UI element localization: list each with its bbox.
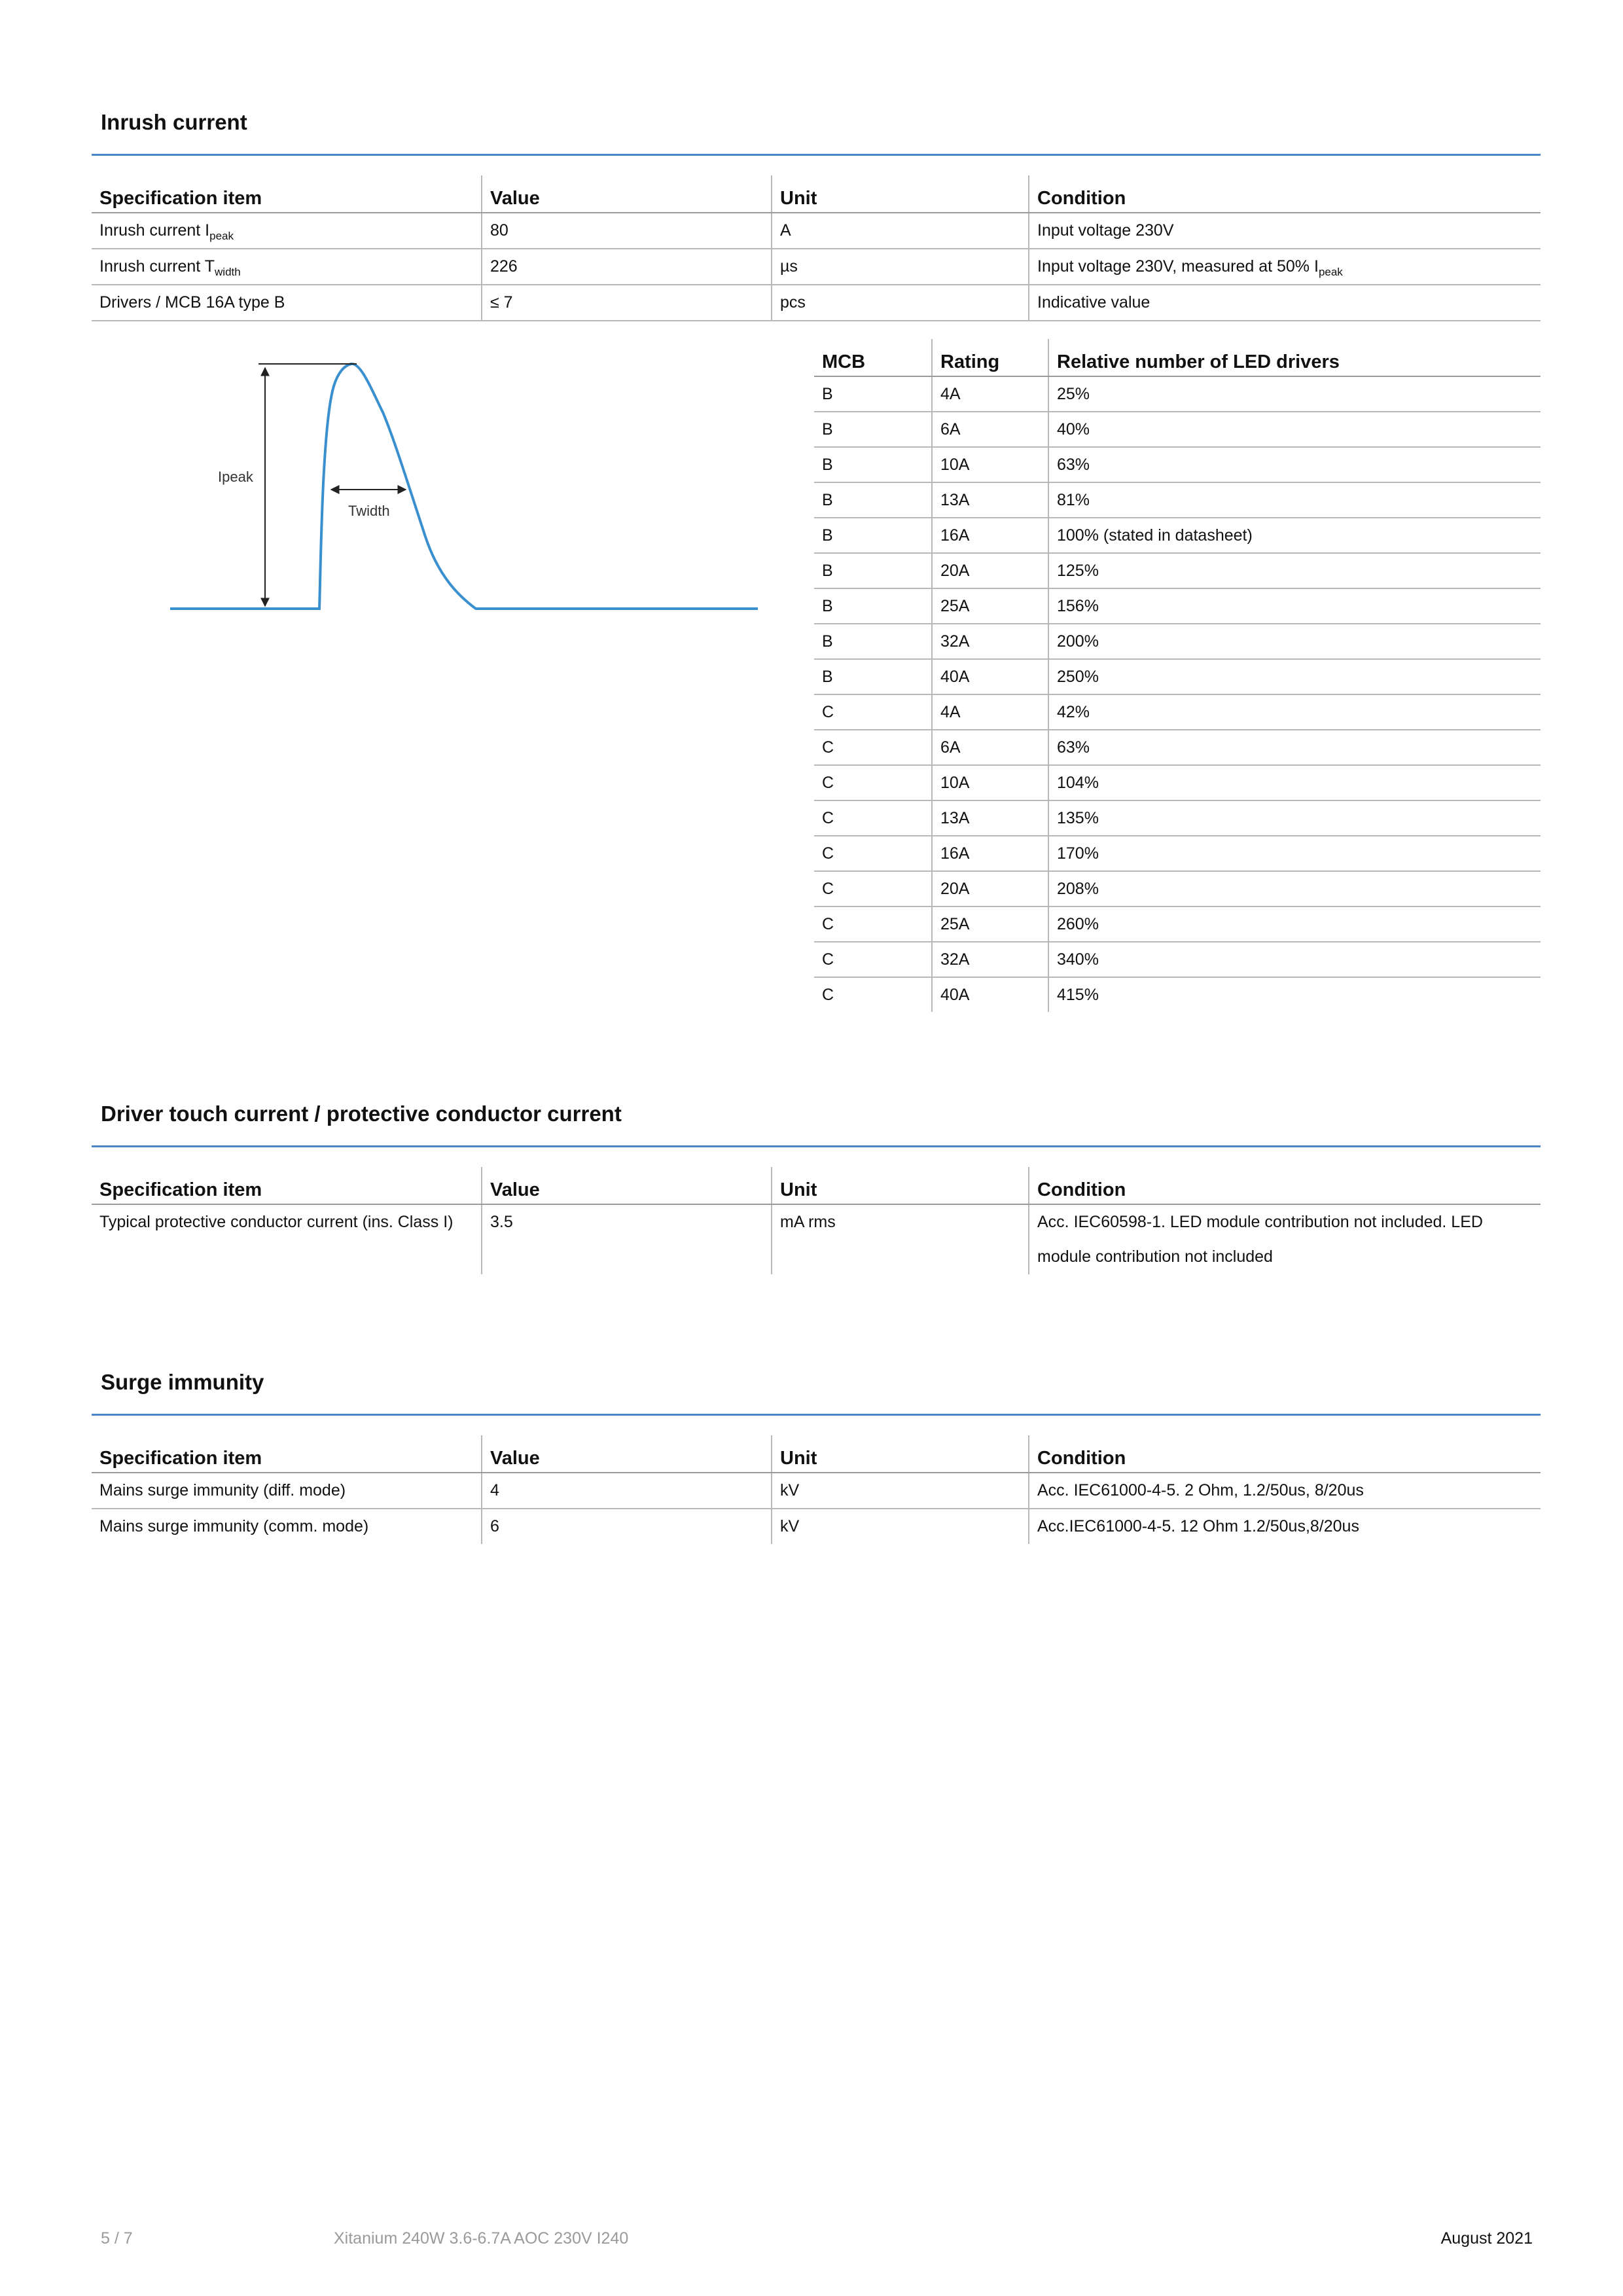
footer-date: August 2021 bbox=[1440, 2229, 1533, 2248]
inrush-spec-table bbox=[92, 175, 1541, 321]
cell-condition: Acc. IEC61000-4-5. 2 Ohm, 1.2/50us, 8/20us bbox=[1029, 1473, 1541, 1509]
cell-rating: 10A bbox=[932, 447, 1048, 482]
table-row bbox=[814, 730, 1541, 765]
cell-value: ≤ 7 bbox=[482, 285, 772, 321]
table-header-row bbox=[92, 1167, 1541, 1204]
cell-mcb: C bbox=[814, 730, 932, 765]
cell-mcb: C bbox=[814, 942, 932, 977]
section-title-surge-immunity: Surge immunity bbox=[101, 1370, 264, 1394]
cell-rating: 25A bbox=[932, 588, 1048, 624]
cell-relative-number: 104% bbox=[1048, 765, 1541, 800]
cell-relative-number: 200% bbox=[1048, 624, 1541, 659]
cell-rating: 13A bbox=[932, 800, 1048, 836]
table-row bbox=[92, 249, 1541, 285]
section-divider bbox=[92, 1414, 1541, 1416]
header-specification-item: Specification item bbox=[92, 1435, 482, 1473]
cell-item: Typical protective conductor current (ins. Class I) bbox=[99, 1213, 454, 1231]
cell-rating: 4A bbox=[932, 376, 1048, 412]
header-specification-item: Specification item bbox=[92, 175, 482, 213]
cell-mcb: B bbox=[814, 553, 932, 588]
surge-immunity-table bbox=[92, 1435, 1541, 1544]
cell-mcb: B bbox=[814, 482, 932, 518]
table-row bbox=[814, 765, 1541, 800]
inrush-pulse-diagram bbox=[157, 347, 772, 628]
cell-item: Mains surge immunity (diff. mode) bbox=[92, 1473, 482, 1509]
cell-relative-number: 40% bbox=[1048, 412, 1541, 447]
cell-value: 4 bbox=[482, 1473, 772, 1509]
header-condition: Condition bbox=[1029, 175, 1541, 213]
cell-condition: Acc.IEC61000-4-5. 12 Ohm 1.2/50us,8/20us bbox=[1029, 1509, 1541, 1544]
table-row bbox=[814, 482, 1541, 518]
cell-rating: 16A bbox=[932, 836, 1048, 871]
section-title-touch-current: Driver touch current / protective conductor current bbox=[101, 1102, 622, 1126]
cell-item: Inrush current $I_{peak}$ bbox=[92, 213, 482, 249]
header-relative-number: Relative number of LED drivers bbox=[1048, 339, 1541, 376]
cell-item: Mains surge immunity (comm. mode) bbox=[99, 1517, 369, 1535]
table-row bbox=[92, 1473, 1541, 1509]
header-condition: Condition bbox=[1029, 1167, 1541, 1204]
cell-unit: kV bbox=[772, 1509, 1029, 1544]
cell-relative-number: 42% bbox=[1048, 694, 1541, 730]
header-rating: Rating bbox=[932, 339, 1048, 376]
section-divider bbox=[92, 154, 1541, 156]
table-row bbox=[814, 659, 1541, 694]
table-row bbox=[814, 376, 1541, 412]
table-row bbox=[814, 977, 1541, 1012]
cell-relative-number: 63% bbox=[1048, 447, 1541, 482]
cell-mcb: C bbox=[814, 765, 932, 800]
table-row bbox=[92, 1204, 1541, 1274]
cell-rating: 16A bbox=[932, 518, 1048, 553]
header-unit: Unit bbox=[772, 1435, 1029, 1473]
section-title-inrush: Inrush current bbox=[101, 110, 247, 134]
cell-relative-number: 260% bbox=[1048, 906, 1541, 942]
header-unit: Unit bbox=[772, 175, 1029, 213]
cell-mcb: B bbox=[814, 518, 932, 553]
footer-page-number: 5 / 7 bbox=[101, 2229, 133, 2248]
cell-rating: 6A bbox=[932, 730, 1048, 765]
table-header-row bbox=[814, 339, 1541, 376]
cell-mcb: B bbox=[814, 659, 932, 694]
header-value: Value bbox=[482, 1167, 772, 1204]
header-specification-item: Specification item bbox=[92, 1167, 482, 1204]
cell-item: Inrush current $T_{width}$ bbox=[92, 249, 482, 285]
cell-mcb: C bbox=[814, 800, 932, 836]
cell-mcb: B bbox=[814, 376, 932, 412]
cell-relative-number: 125% bbox=[1048, 553, 1541, 588]
table-row bbox=[814, 942, 1541, 977]
cell-rating: 10A bbox=[932, 765, 1048, 800]
cell-mcb: B bbox=[814, 624, 932, 659]
cell-rating: 6A bbox=[932, 412, 1048, 447]
cell-condition: Indicative value bbox=[1029, 285, 1541, 321]
cell-value: 3.5 bbox=[482, 1204, 772, 1274]
table-row bbox=[814, 906, 1541, 942]
cell-mcb: C bbox=[814, 906, 932, 942]
cell-condition: Input voltage 230V, measured at 50% $I_{peak}$ bbox=[1029, 249, 1541, 285]
table-row bbox=[92, 1509, 1541, 1544]
header-value: Value bbox=[482, 175, 772, 213]
cell-unit: pcs bbox=[772, 285, 1029, 321]
cell-rating: 25A bbox=[932, 906, 1048, 942]
header-mcb: MCB bbox=[814, 339, 932, 376]
section-divider bbox=[92, 1145, 1541, 1147]
cell-relative-number: 340% bbox=[1048, 942, 1541, 977]
cell-relative-number: 135% bbox=[1048, 800, 1541, 836]
cell-rating: 32A bbox=[932, 624, 1048, 659]
cell-condition: Input voltage 230V bbox=[1029, 213, 1541, 249]
peak-label: Ipeak bbox=[218, 469, 253, 485]
cell-mcb: B bbox=[814, 412, 932, 447]
footer-product-name: Xitanium 240W 3.6-6.7A AOC 230V I240 bbox=[334, 2229, 629, 2248]
table-header-row bbox=[92, 1435, 1541, 1473]
table-row bbox=[814, 871, 1541, 906]
cell-relative-number: 25% bbox=[1048, 376, 1541, 412]
cell-rating: 32A bbox=[932, 942, 1048, 977]
cell-item: Drivers / MCB 16A type B bbox=[92, 285, 482, 321]
table-row bbox=[814, 800, 1541, 836]
cell-unit: µs bbox=[772, 249, 1029, 285]
touch-current-table bbox=[92, 1167, 1541, 1274]
cell-mcb: C bbox=[814, 836, 932, 871]
cell-rating: 20A bbox=[932, 871, 1048, 906]
cell-relative-number: 156% bbox=[1048, 588, 1541, 624]
cell-condition: Acc. IEC60598-1. LED module contribution not included. LED module contribution not included bbox=[1029, 1204, 1541, 1274]
cell-rating: 13A bbox=[932, 482, 1048, 518]
table-row bbox=[814, 518, 1541, 553]
cell-value: 226 bbox=[482, 249, 772, 285]
cell-unit: kV bbox=[772, 1473, 1029, 1509]
cell-rating: 40A bbox=[932, 659, 1048, 694]
cell-relative-number: 170% bbox=[1048, 836, 1541, 871]
cell-relative-number: 81% bbox=[1048, 482, 1541, 518]
table-row bbox=[814, 588, 1541, 624]
mcb-table bbox=[814, 339, 1541, 1012]
cell-mcb: B bbox=[814, 588, 932, 624]
header-unit: Unit bbox=[772, 1167, 1029, 1204]
table-row bbox=[814, 836, 1541, 871]
cell-value: 80 bbox=[482, 213, 772, 249]
pulse-waveform bbox=[170, 364, 758, 609]
cell-mcb: C bbox=[814, 694, 932, 730]
table-row bbox=[814, 412, 1541, 447]
table-row bbox=[814, 447, 1541, 482]
cell-rating: 40A bbox=[932, 977, 1048, 1012]
cell-mcb: C bbox=[814, 871, 932, 906]
cell-unit: A bbox=[772, 213, 1029, 249]
header-value: Value bbox=[482, 1435, 772, 1473]
cell-rating: 20A bbox=[932, 553, 1048, 588]
cell-mcb: C bbox=[822, 986, 834, 1004]
cell-relative-number: 250% bbox=[1048, 659, 1541, 694]
table-row bbox=[814, 553, 1541, 588]
table-row bbox=[92, 285, 1541, 321]
width-label: Twidth bbox=[348, 503, 390, 519]
table-header-row bbox=[92, 175, 1541, 213]
cell-relative-number: 415% bbox=[1048, 977, 1541, 1012]
table-row bbox=[814, 624, 1541, 659]
table-row bbox=[92, 213, 1541, 249]
cell-rating: 4A bbox=[932, 694, 1048, 730]
cell-relative-number: 100% (stated in datasheet) bbox=[1048, 518, 1541, 553]
cell-relative-number: 63% bbox=[1048, 730, 1541, 765]
header-condition: Condition bbox=[1029, 1435, 1541, 1473]
cell-relative-number: 208% bbox=[1048, 871, 1541, 906]
table-row bbox=[814, 694, 1541, 730]
cell-value: 6 bbox=[482, 1509, 772, 1544]
cell-mcb: B bbox=[814, 447, 932, 482]
cell-unit: mA rms bbox=[772, 1204, 1029, 1274]
